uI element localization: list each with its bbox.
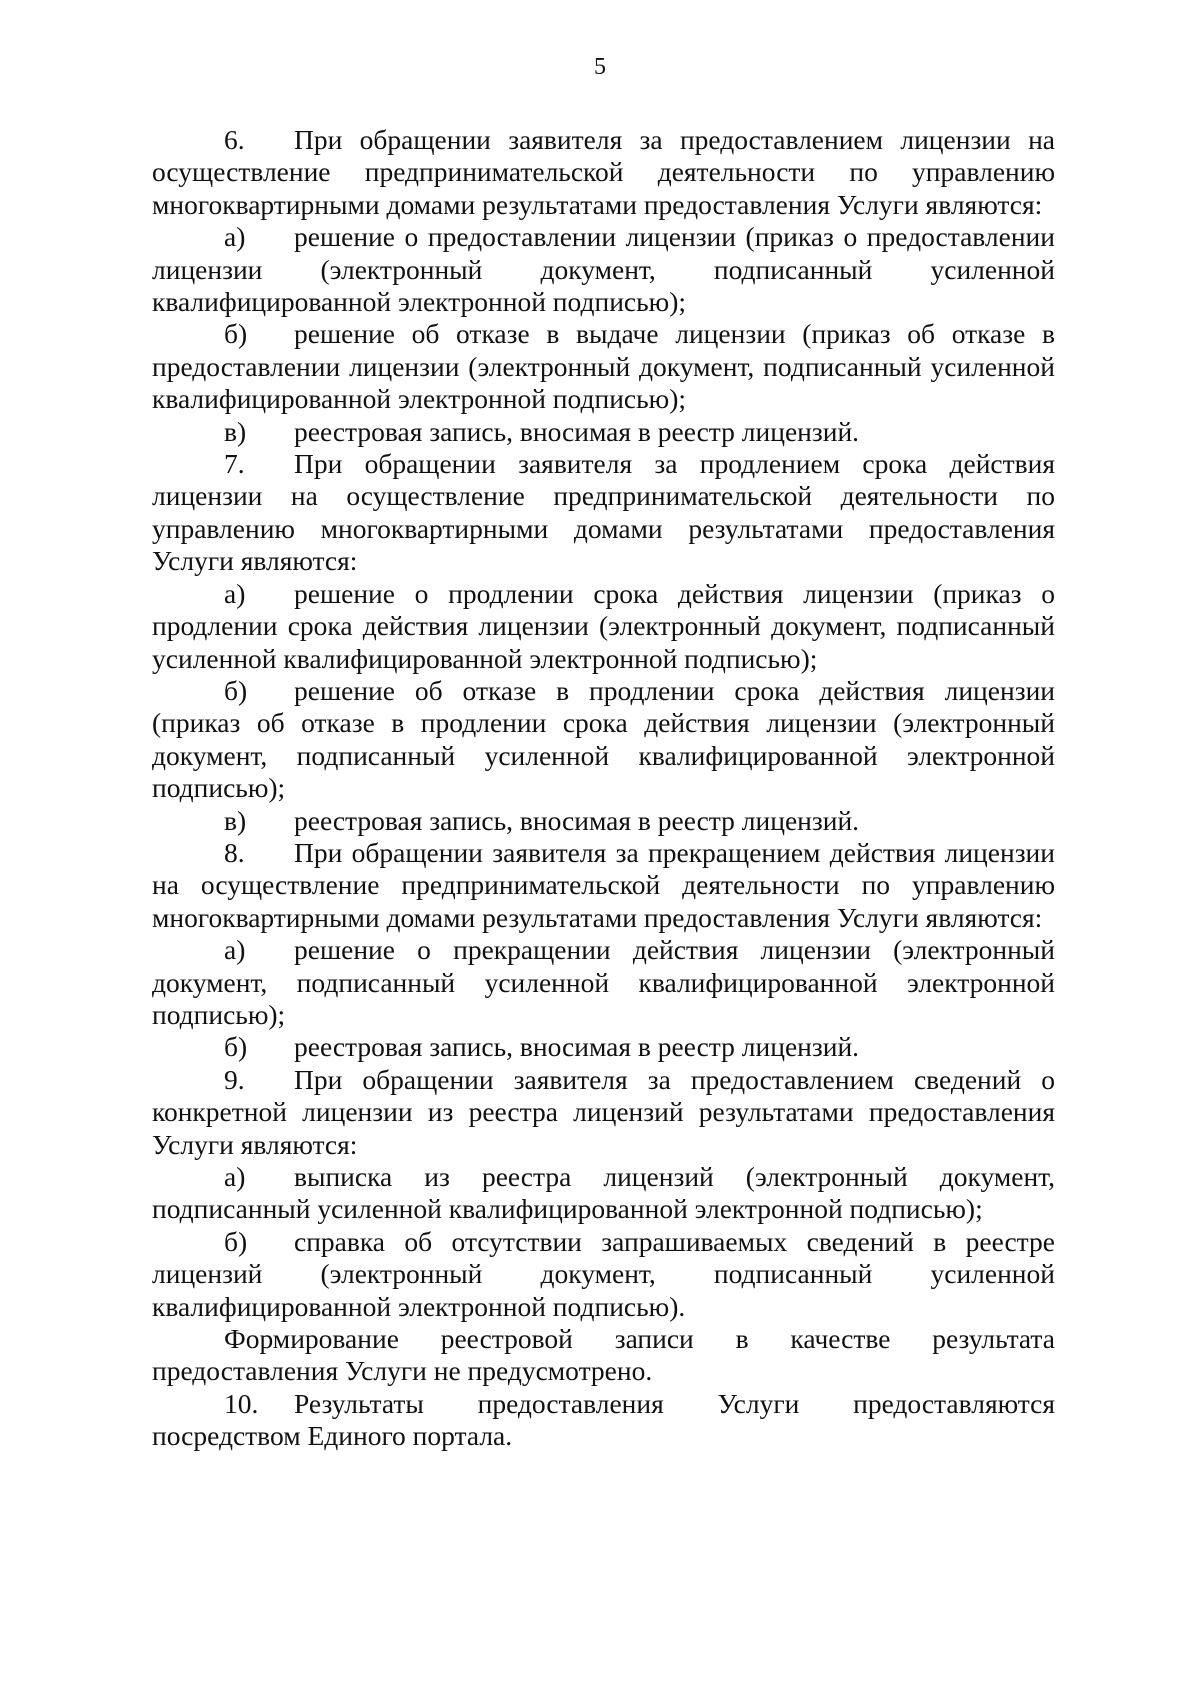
item-marker: 7. (224, 448, 245, 480)
item-marker: б) (224, 318, 248, 350)
item-marker: б) (224, 674, 248, 706)
item-marker: 10. (224, 1387, 259, 1419)
paragraph-text: При обращении заявителя за прекращением действия лицензии на осуществление предпринимательской деятельности по управлению многоквартирными домами результатами предоставления Услуги являются: (152, 836, 1055, 933)
paragraph-9a (152, 1161, 1055, 1226)
page-number: 5 (594, 54, 606, 80)
paragraph-9 (152, 1064, 1055, 1161)
paragraph-text: Формирование реестровой записи в качестве результата предоставления Услуги не предусмотрено. (152, 1323, 1055, 1387)
item-marker: б) (224, 1225, 248, 1257)
paragraph-6v (152, 416, 1055, 448)
paragraph-8 (152, 837, 1055, 934)
item-marker: 6. (224, 124, 245, 155)
paragraph-7b (152, 675, 1055, 805)
paragraph-7v (152, 805, 1055, 837)
paragraph-9b (152, 1226, 1055, 1323)
paragraph-text: решение о предоставлении лицензии (приказ о предоставлении лицензии (электронный документ, подписанный усиленной квалифицированной электронной подписью); (152, 221, 1055, 318)
item-marker: в) (224, 415, 247, 447)
paragraph-text: решение об отказе в продлении срока действия лицензии (приказ об отказе в продлении срока действия лицензии (электронный документ, подписанный усиленной квалифицированной электронной подписью); (152, 674, 1055, 804)
paragraph-text: справка об отсутствии запрашиваемых сведений в реестре лицензий (электронный документ, подписанный усиленной квалифицированной электронной подписью). (152, 1225, 1055, 1322)
item-marker: 8. (224, 836, 245, 868)
item-marker: а) (224, 221, 246, 253)
paragraph-text: выписка из реестра лицензий (электронный документ, подписанный усиленной квалифицированной электронной подписью); (152, 1161, 1055, 1225)
item-marker: а) (224, 577, 246, 609)
paragraph-7 (152, 448, 1055, 578)
paragraph-text: При обращении заявителя за предоставлением лицензии на осуществление предпринимательской деятельности по управлению многоквартирными домами результатами предоставления Услуги являются: (152, 124, 1055, 220)
paragraph-text: решение о продлении срока действия лицензии (приказ о продлении срока действия лицензии (электронный документ, подписанный усиленной квалифицированной электронной подписью); (152, 577, 1055, 674)
paragraph-registry-note (152, 1323, 1055, 1388)
paragraph-text: реестровая запись, вносимая в реестр лицензий. (294, 1031, 860, 1063)
paragraph-10 (152, 1388, 1055, 1453)
item-marker: б) (224, 1031, 248, 1063)
item-marker: 9. (224, 1063, 245, 1095)
item-marker: а) (224, 934, 246, 966)
paragraph-text: решение об отказе в выдаче лицензии (приказ об отказе в предоставлении лицензии (электронный документ, подписанный усиленной квалифицированной электронной подписью); (152, 318, 1055, 415)
paragraph-text: При обращении заявителя за продлением срока действия лицензии на осуществление предпринимательской деятельности по управлению многоквартирными домами результатами предоставления Услуги являются: (152, 448, 1055, 577)
document-body (152, 124, 1055, 1453)
paragraph-8a (152, 934, 1055, 1031)
paragraph-6a (152, 221, 1055, 318)
paragraph-6 (152, 124, 1055, 221)
paragraph-text: Результаты предоставления Услуги предоставляются посредством Единого портала. (152, 1387, 1055, 1452)
paragraph-6b (152, 318, 1055, 415)
paragraph-8b (152, 1031, 1055, 1063)
paragraph-text: При обращении заявителя за предоставлением сведений о конкретной лицензии из реестра лицензий результатами предоставления Услуги являются: (152, 1063, 1055, 1160)
item-marker: а) (224, 1161, 246, 1192)
item-marker: в) (224, 804, 247, 836)
paragraph-text: реестровая запись, вносимая в реестр лицензий. (294, 415, 860, 447)
paragraph-text: реестровая запись, вносимая в реестр лицензий. (294, 804, 860, 836)
paragraph-text: решение о прекращении действия лицензии (электронный документ, подписанный усиленной квалифицированной электронной подписью); (152, 934, 1055, 1030)
paragraph-7a (152, 578, 1055, 675)
